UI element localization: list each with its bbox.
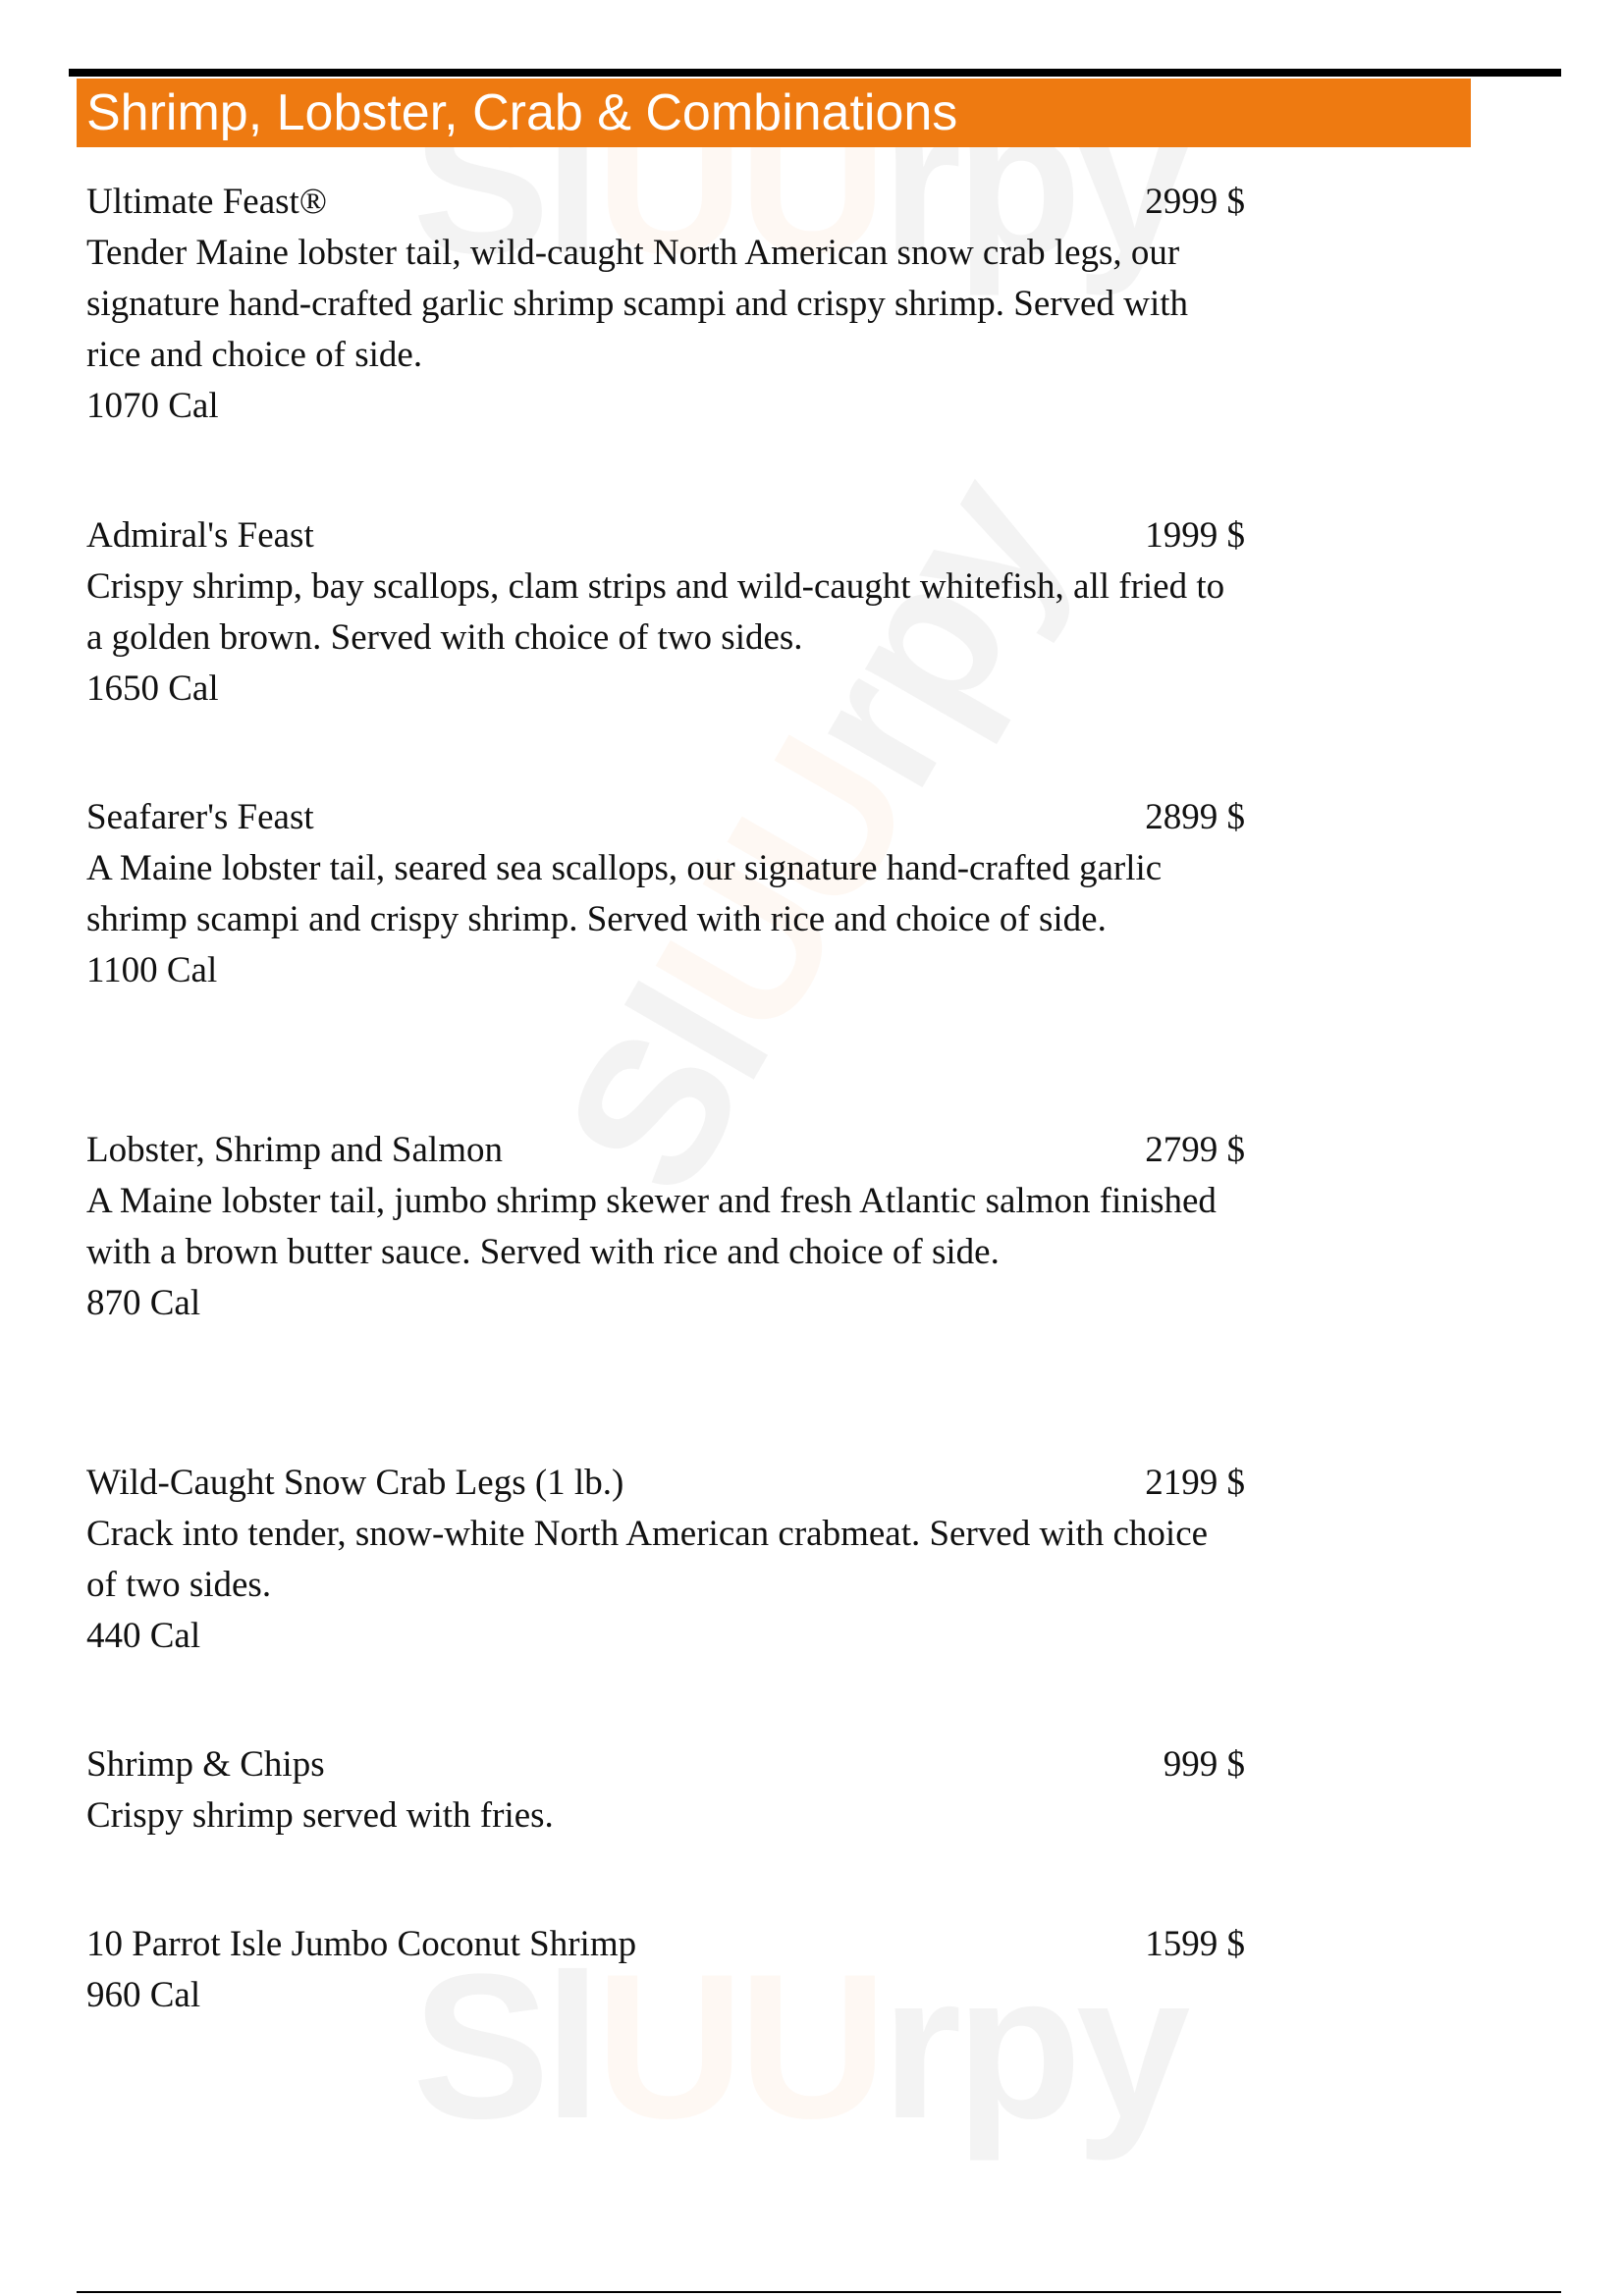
item-price: 1999 $ <box>1145 515 1245 556</box>
menu-item <box>86 792 1245 996</box>
bottom-rule <box>77 2291 1561 2293</box>
item-price: 2199 $ <box>1145 1463 1245 1503</box>
item-price: 2999 $ <box>1145 182 1245 222</box>
menu-item <box>86 510 1245 715</box>
item-description: A Maine lobster tail, seared sea scallops, our signature hand-crafted garlic shrimp scampi and crispy shrimp. Served with rice and choice of side. <box>86 848 1163 939</box>
item-name: Seafarer's Feast <box>86 797 314 837</box>
item-calories: 1100 Cal <box>86 950 218 990</box>
item-description: Crack into tender, snow-white North American crabmeat. Served with choice of two sides. <box>86 1514 1209 1605</box>
menu-item <box>86 177 1245 432</box>
item-price: 2899 $ <box>1145 797 1245 837</box>
item-calories: 960 Cal <box>86 1975 201 2015</box>
item-description: Crispy shrimp served with fries. <box>86 1795 554 1836</box>
item-price: 1599 $ <box>1145 1924 1245 1964</box>
item-description: Crispy shrimp, bay scallops, clam strips and wild-caught whitefish, all fried to a golden brown. Served with choice of two sides. <box>86 566 1225 658</box>
item-description: A Maine lobster tail, jumbo shrimp skewer and fresh Atlantic salmon finished with a brown butter sauce. Served with rice and choice of side. <box>86 1181 1217 1272</box>
item-calories: 870 Cal <box>86 1283 201 1323</box>
menu-item <box>86 1739 1245 1842</box>
item-name: Shrimp & Chips <box>86 1744 325 1785</box>
item-calories: 1650 Cal <box>86 668 219 709</box>
item-name: 10 Parrot Isle Jumbo Coconut Shrimp <box>86 1924 637 1964</box>
item-calories: 440 Cal <box>86 1616 201 1656</box>
menu-item <box>86 1458 1245 1662</box>
menu-item <box>86 1125 1245 1329</box>
item-price: 999 $ <box>1163 1744 1245 1785</box>
item-calories: 1070 Cal <box>86 386 219 426</box>
top-rule <box>69 69 1561 77</box>
section-header: Shrimp, Lobster, Crab & Combinations <box>77 79 1471 147</box>
item-name: Lobster, Shrimp and Salmon <box>86 1130 503 1170</box>
menu-item <box>86 1919 1245 2021</box>
item-name: Admiral's Feast <box>86 515 314 556</box>
item-name: Ultimate Feast® <box>86 182 327 222</box>
item-description: Tender Maine lobster tail, wild-caught North American snow crab legs, our signature hand-crafted garlic shrimp scampi and crispy shrimp. Served with rice and choice of side. <box>86 233 1189 375</box>
item-price: 2799 $ <box>1145 1130 1245 1170</box>
item-name: Wild-Caught Snow Crab Legs (1 lb.) <box>86 1463 624 1503</box>
